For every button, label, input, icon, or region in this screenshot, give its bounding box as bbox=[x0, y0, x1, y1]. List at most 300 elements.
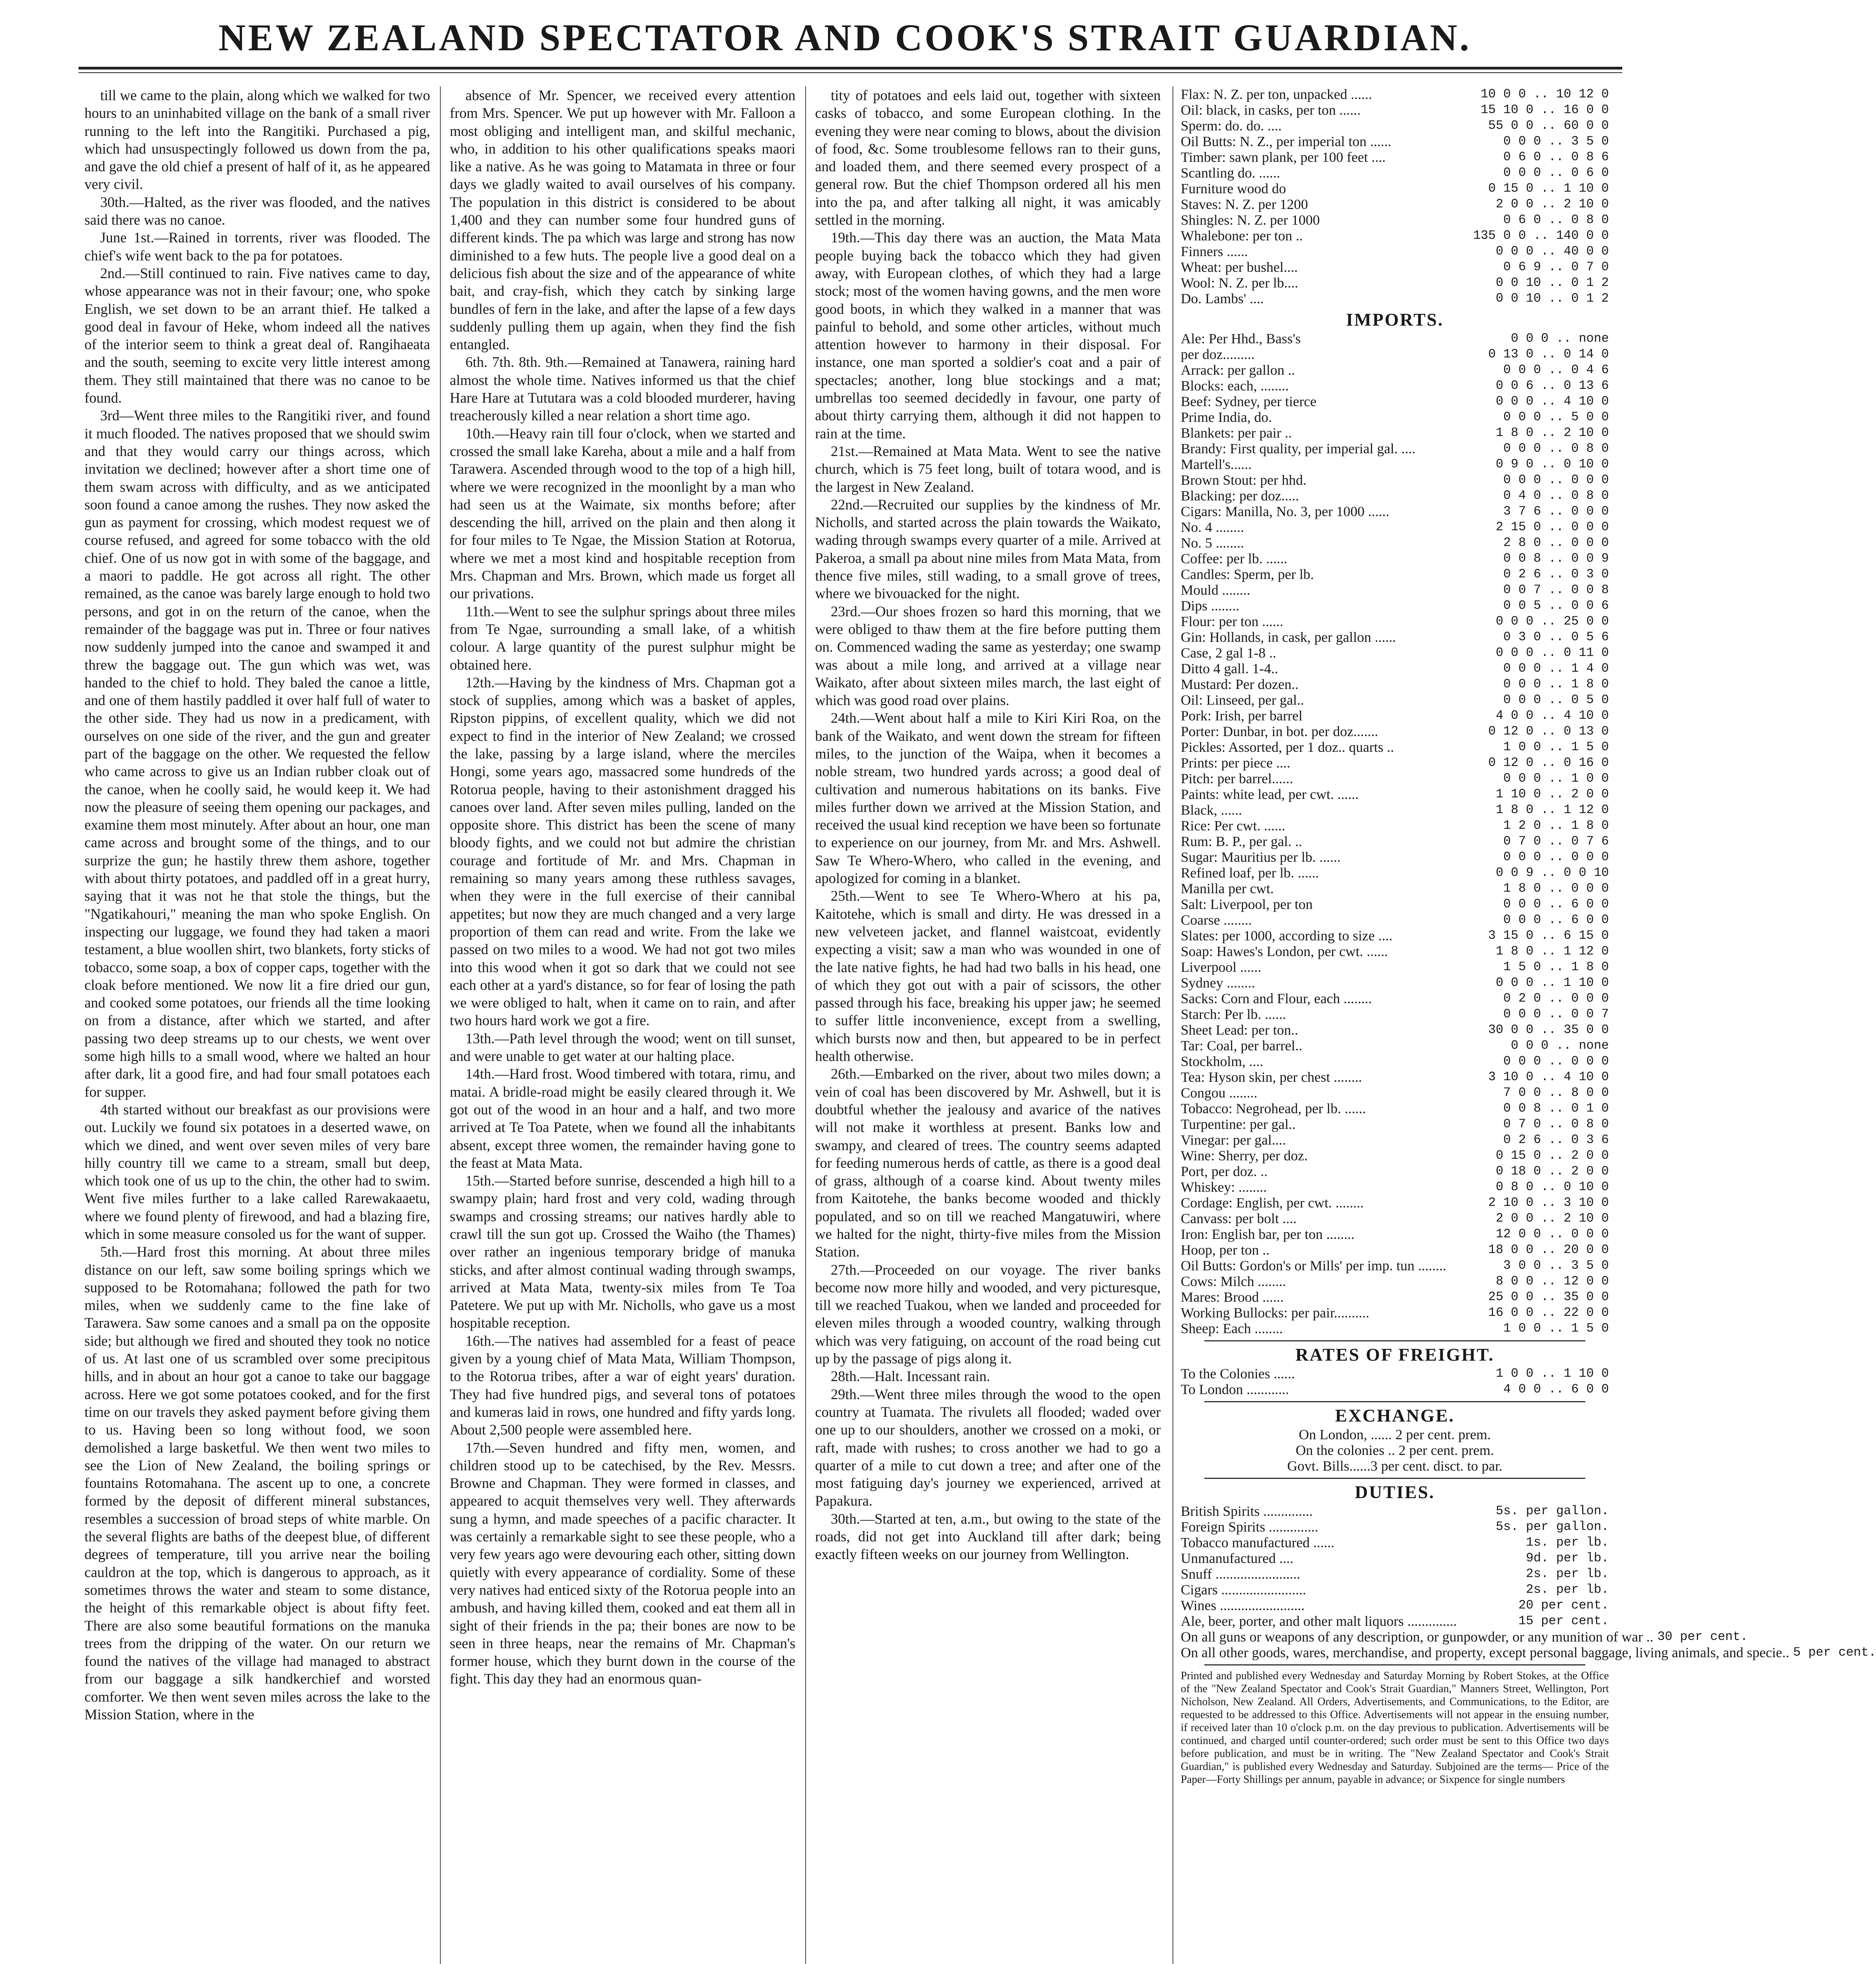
article-paragraph: 25th.—Went to see Te Whero-Whero at his pa, Kaitotehe, which is small and dirty. He was dressed in a new velveteen jacket, and flannel waistcoat, evidently expecting a visit; saw a man who was wounded in one of the late native fights, he had had two balls in his head, one of which they got out with a pair of scissors, the other passed through his face, breaking his upper jaw; he seemed to suffer little inconvenience, except from a swelling, which bursts now and then, but appeared to be in perfect health otherwise. bbox=[815, 888, 1161, 1064]
price-row bbox=[1181, 331, 1609, 346]
price-value: 15 10 0 .. 16 0 0 bbox=[1480, 103, 1609, 117]
price-value: 0 2 0 .. 0 0 0 bbox=[1503, 991, 1609, 1006]
price-value: 0 0 0 .. 6 0 0 bbox=[1503, 912, 1609, 927]
price-item: British Spirits .............. bbox=[1181, 1503, 1313, 1519]
price-row bbox=[1181, 551, 1609, 566]
price-value: 0 0 7 .. 0 0 8 bbox=[1503, 583, 1609, 597]
price-value: 8 0 0 .. 12 0 0 bbox=[1495, 1274, 1609, 1288]
price-row bbox=[1181, 1242, 1609, 1258]
price-item: On all other goods, wares, merchandise, and property, except personal baggage, living animals, and specie.. bbox=[1181, 1645, 1790, 1660]
price-row bbox=[1181, 1179, 1609, 1195]
price-item: Blacking: per doz..... bbox=[1181, 488, 1299, 504]
price-value: 0 0 0 .. 0 5 0 bbox=[1503, 693, 1609, 707]
price-value: 30 0 0 .. 35 0 0 bbox=[1488, 1022, 1609, 1037]
price-row bbox=[1181, 708, 1609, 724]
price-item: Oil: Linseed, per gal.. bbox=[1181, 692, 1304, 708]
price-item: Paints: white lead, per cwt. ...... bbox=[1181, 786, 1359, 802]
price-item: Finners ...... bbox=[1181, 244, 1248, 259]
freight-list bbox=[1181, 1366, 1609, 1397]
price-value: 0 2 6 .. 0 3 6 bbox=[1503, 1132, 1609, 1147]
price-row bbox=[1181, 259, 1609, 275]
price-row bbox=[1181, 1069, 1609, 1085]
price-value: 0 6 0 .. 0 8 0 bbox=[1503, 213, 1609, 227]
price-row bbox=[1181, 1645, 1876, 1660]
price-item: Coffee: per lb. ...... bbox=[1181, 551, 1288, 566]
price-row bbox=[1181, 1226, 1609, 1242]
price-item: Flax: N. Z. per ton, unpacked ...... bbox=[1181, 86, 1372, 102]
price-value: 10 0 0 .. 10 12 0 bbox=[1480, 87, 1609, 101]
price-value: 0 0 9 .. 0 0 10 bbox=[1495, 865, 1609, 880]
price-row bbox=[1181, 1038, 1609, 1053]
price-value: 5s. per gallon. bbox=[1495, 1504, 1609, 1518]
price-value: 1 2 0 .. 1 8 0 bbox=[1503, 818, 1609, 833]
price-row bbox=[1181, 1195, 1609, 1211]
price-row bbox=[1181, 959, 1609, 975]
price-row bbox=[1181, 896, 1609, 912]
price-value: 0 0 0 .. 0 0 0 bbox=[1503, 473, 1609, 487]
price-value: 16 0 0 .. 22 0 0 bbox=[1488, 1305, 1609, 1320]
article-paragraph: 29th.—Went three miles through the wood to the open country at Tuamata. The rivulets all flooded; waded over one up to our shoulders, another we crossed on a moki, or raft, made with rushes; to cross another we had to go a quarter of a mile to cut down a tree; and after one of the most fatiguing day's journey we experienced, arrived at Papakura. bbox=[815, 1386, 1161, 1509]
price-row bbox=[1181, 928, 1609, 944]
masthead-rule-thin bbox=[79, 72, 1622, 73]
article-paragraph: 24th.—Went about half a mile to Kiri Kiri Roa, on the bank of the Waikato, and went down the stream for fifteen miles, to the junction of the Waipa, when it becomes a noble stream, two hundred yards across; a good deal of cultivation and numerous habitations on its banks. Five miles further down we arrived at the Mission Station, and received the usual kind reception we have been so fortunate to experience on our journey, from Mr. and Mrs. Ashwell. Saw Te Whero-Whero, who called in the evening, and apologized for coming in a blanket. bbox=[815, 710, 1161, 887]
duties-heading: DUTIES. bbox=[1355, 1482, 1435, 1502]
price-row bbox=[1181, 456, 1609, 472]
price-row bbox=[1181, 944, 1609, 959]
price-item: Prints: per piece .... bbox=[1181, 755, 1290, 771]
price-value: 0 0 0 .. 0 6 0 bbox=[1503, 165, 1609, 180]
price-row bbox=[1181, 629, 1609, 645]
price-row bbox=[1181, 881, 1609, 896]
price-row bbox=[1181, 488, 1609, 504]
price-value: 15 per cent. bbox=[1518, 1614, 1609, 1628]
price-item: Blocks: each, ........ bbox=[1181, 378, 1289, 394]
price-value: 0 0 0 .. 1 8 0 bbox=[1503, 677, 1609, 691]
price-value: 1 8 0 .. 0 0 0 bbox=[1503, 881, 1609, 896]
price-item: Mould ........ bbox=[1181, 582, 1251, 598]
price-item: Pitch: per barrel...... bbox=[1181, 771, 1293, 786]
price-row bbox=[1181, 818, 1609, 834]
section-rule bbox=[1204, 1401, 1585, 1402]
price-item: Soap: Hawes's London, per cwt. ...... bbox=[1181, 944, 1388, 959]
price-item: Tobacco: Negrohead, per lb. ...... bbox=[1181, 1101, 1366, 1116]
price-item: Mares: Brood ...... bbox=[1181, 1289, 1284, 1305]
price-item: Rum: B. P., per gal. .. bbox=[1181, 834, 1303, 849]
price-row bbox=[1181, 165, 1609, 181]
price-row bbox=[1181, 834, 1609, 849]
column-divider bbox=[440, 86, 441, 1964]
price-value: 18 0 0 .. 20 0 0 bbox=[1488, 1242, 1609, 1257]
price-row bbox=[1181, 378, 1609, 394]
exchange-list bbox=[1181, 1427, 1609, 1474]
price-item: Sheep: Each ........ bbox=[1181, 1321, 1283, 1336]
price-value: 0 15 0 .. 2 0 0 bbox=[1495, 1148, 1609, 1163]
price-value: 0 0 8 .. 0 0 9 bbox=[1503, 551, 1609, 566]
price-value: 4 0 0 .. 4 10 0 bbox=[1495, 708, 1609, 723]
price-value: 0 0 0 .. 5 0 0 bbox=[1503, 410, 1609, 424]
price-item: Shingles: N. Z. per 1000 bbox=[1181, 212, 1320, 228]
price-row bbox=[1181, 692, 1609, 708]
article-paragraph: 16th.—The natives had assembled for a feast of peace given by a young chief of Mata Mata, William Thompson, to the Rotorua tribes, after a war of eight years' duration. They had five hundred pigs, and several tons of potatoes and kumeras laid in rows, one hundred and fifty yards long. About 2,500 people were assembled here. bbox=[450, 1332, 795, 1438]
price-item: Cordage: English, per cwt. ........ bbox=[1181, 1195, 1364, 1211]
price-item: Working Bullocks: per pair.......... bbox=[1181, 1305, 1370, 1321]
price-value: 0 13 0 .. 0 14 0 bbox=[1488, 347, 1609, 361]
price-value: 3 10 0 .. 4 10 0 bbox=[1488, 1070, 1609, 1084]
price-value: 0 6 9 .. 0 7 0 bbox=[1503, 260, 1609, 274]
price-item: Staves: N. Z. per 1200 bbox=[1181, 196, 1308, 212]
price-value: 1 0 0 .. 1 5 0 bbox=[1503, 1321, 1609, 1336]
price-value: 0 0 0 .. 0 0 0 bbox=[1503, 1054, 1609, 1068]
article-paragraph: tity of potatoes and eels laid out, together with sixteen casks of tobacco, and some European clothing. In the evening they were near coming to blows, about the division of food, &c. Some troublesome fellows ran to their guns, and loaded them, and there seemed every prospect of a general row. But the chief Thompson ordered all his men into the pa, and after talking all night, it was amicably settled in the morning. bbox=[815, 87, 1161, 228]
price-item: Prime India, do. bbox=[1181, 409, 1272, 425]
price-value: 1 10 0 .. 2 0 0 bbox=[1495, 787, 1609, 801]
price-item: Canvass: per bolt .... bbox=[1181, 1211, 1297, 1226]
price-item: Scantling do. ...... bbox=[1181, 165, 1280, 181]
price-item: Pork: Irish, per barrel bbox=[1181, 708, 1303, 724]
price-value: 1 0 0 .. 1 5 0 bbox=[1503, 740, 1609, 754]
article-paragraph: 30th.—Halted, as the river was flooded, and the natives said there was no canoe. bbox=[84, 194, 430, 228]
price-value: 12 0 0 .. 0 0 0 bbox=[1495, 1227, 1609, 1241]
price-item: Iron: English bar, per ton ........ bbox=[1181, 1226, 1355, 1242]
price-row bbox=[1181, 1550, 1609, 1566]
price-row bbox=[1181, 1022, 1609, 1038]
price-item: Beef: Sydney, per tierce bbox=[1181, 394, 1317, 409]
price-item: Liverpool ...... bbox=[1181, 959, 1261, 975]
price-row bbox=[1181, 598, 1609, 614]
price-item: Sydney ........ bbox=[1181, 975, 1255, 991]
price-item: Port, per doz. .. bbox=[1181, 1163, 1268, 1179]
price-row bbox=[1181, 1366, 1609, 1381]
price-item: Oil: black, in casks, per ton ...... bbox=[1181, 102, 1361, 118]
price-item: Wine: Sherry, per doz. bbox=[1181, 1148, 1308, 1163]
price-item: Unmanufactured .... bbox=[1181, 1550, 1293, 1566]
price-item: To the Colonies ...... bbox=[1181, 1366, 1295, 1381]
price-item: No. 5 ........ bbox=[1181, 535, 1244, 551]
price-value: 1s. per lb. bbox=[1526, 1535, 1609, 1550]
price-value: 2 10 0 .. 3 10 0 bbox=[1488, 1195, 1609, 1210]
price-item: Candles: Sperm, per lb. bbox=[1181, 566, 1314, 582]
price-item: Arrack: per gallon .. bbox=[1181, 362, 1295, 378]
price-row bbox=[1181, 661, 1609, 676]
price-value: 0 7 0 .. 0 8 0 bbox=[1503, 1117, 1609, 1131]
price-value: 0 0 0 .. 6 0 0 bbox=[1503, 897, 1609, 911]
price-item: Starch: Per lb. ...... bbox=[1181, 1006, 1286, 1022]
price-value: 0 0 0 .. 25 0 0 bbox=[1495, 614, 1609, 628]
price-row bbox=[1181, 134, 1609, 149]
price-item: Brandy: First quality, per imperial gal. .... bbox=[1181, 441, 1416, 456]
price-value: 2 0 0 .. 2 10 0 bbox=[1495, 1211, 1609, 1226]
price-value: 0 0 0 .. 3 5 0 bbox=[1503, 134, 1609, 148]
price-row bbox=[1181, 86, 1609, 102]
price-value: 0 0 0 .. none bbox=[1511, 1038, 1609, 1053]
price-value: 0 0 0 .. none bbox=[1511, 331, 1609, 346]
price-row bbox=[1181, 1613, 1609, 1629]
price-value: 0 0 8 .. 0 1 0 bbox=[1503, 1101, 1609, 1116]
price-row bbox=[1181, 228, 1609, 244]
price-value: 0 4 0 .. 0 8 0 bbox=[1503, 488, 1609, 503]
exchange-heading: EXCHANGE. bbox=[1335, 1405, 1455, 1425]
imprint: Printed and published every Wednesday and Saturday Morning by Robert Stokes, at the Office of the "New Zealand Spectator and Cook's Strait Guardian," Manners Street, Wellington, Port Nicholson, New Zealand. All Orders, Advertisements, and Communications, to the Editor, are requested to be addressed to this Office. Advertisements will not appear in the ensuing number, if received later than 10 o'clock p.m. on the day previous to publication. Advertisements will be continued, and charged until counter-ordered; such order must be sent to this Office two days before publication, and must be in writing. The "New Zealand Spectator and Cook's Strait Guardian," is published every Wednesday and Saturday. Subjoined are the terms— Price of the Paper—Forty Shillings per annum, payable in advance; or Sixpence for single numbers bbox=[1181, 1670, 1609, 1786]
price-value: 2 0 0 .. 2 10 0 bbox=[1495, 197, 1609, 211]
price-item: Ale: Per Hhd., Bass's bbox=[1181, 331, 1301, 346]
imports-heading: IMPORTS. bbox=[1346, 310, 1444, 330]
price-item: Flour: per ton ...... bbox=[1181, 614, 1283, 629]
price-item: Timber: sawn plank, per 100 feet .... bbox=[1181, 149, 1386, 165]
price-item: Blankets: per pair .. bbox=[1181, 425, 1292, 441]
price-item: Whalebone: per ton .. bbox=[1181, 228, 1303, 244]
price-row bbox=[1181, 535, 1609, 551]
price-row bbox=[1181, 1582, 1609, 1598]
article-paragraph: 14th.—Hard frost. Wood timbered with totara, rimu, and matai. A bridle-road might be easily cleared through it. We got out of the wood in an hour and a half, and two more arrived at Te Toa Patete, when we found all the inhabitants absent, except three women, the remainder having gone to the feast at Mata Mata. bbox=[450, 1066, 795, 1171]
price-item: Tar: Coal, per barrel.. bbox=[1181, 1038, 1303, 1053]
price-value: 1 8 0 .. 1 12 0 bbox=[1495, 802, 1609, 817]
price-row bbox=[1181, 181, 1609, 196]
price-row bbox=[1181, 1273, 1609, 1289]
price-value: 20 per cent. bbox=[1518, 1598, 1609, 1612]
exchange-line: Govt. Bills......3 per cent. disct. to par. bbox=[1287, 1458, 1502, 1474]
price-item: Wheat: per bushel.... bbox=[1181, 259, 1298, 275]
price-value: 1 0 0 .. 1 10 0 bbox=[1495, 1366, 1609, 1381]
article-column-3 bbox=[815, 86, 1161, 1964]
article-paragraph: 4th started without our breakfast as our provisions were out. Luckily we found six potatoes in a deserted wawe, on which we dined, and went over seven miles of very bare hilly country till we came to a stream, small but deep, which took one of us up to the chin, the other had to swim. Went five miles further to a lake called Rarewakaaetu, where we found plenty of firewood, and had a blazing fire, which in some measure consoled us for the want of supper. bbox=[84, 1101, 430, 1242]
price-item: Stockholm, .... bbox=[1181, 1053, 1264, 1069]
price-row bbox=[1181, 118, 1609, 134]
price-row bbox=[1181, 346, 1609, 362]
price-item: Ale, beer, porter, and other malt liquors .............. bbox=[1181, 1613, 1457, 1629]
section-rule bbox=[1204, 1340, 1585, 1341]
price-row bbox=[1181, 582, 1609, 598]
price-item: Coarse ........ bbox=[1181, 912, 1252, 928]
section-rule bbox=[1204, 1664, 1585, 1665]
price-value: 5 per cent. bbox=[1793, 1645, 1876, 1660]
price-row bbox=[1181, 1519, 1609, 1535]
price-item: Sperm: do. do. .... bbox=[1181, 118, 1282, 134]
price-item: Cigars: Manilla, No. 3, per 1000 ...... bbox=[1181, 504, 1389, 519]
price-value: 0 0 0 .. 1 4 0 bbox=[1503, 661, 1609, 676]
price-row bbox=[1181, 1598, 1609, 1613]
price-item: Salt: Liverpool, per ton bbox=[1181, 896, 1313, 912]
price-item: Do. Lambs' .... bbox=[1181, 291, 1264, 306]
price-row bbox=[1181, 1085, 1609, 1101]
price-item: On all guns or weapons of any description, or gunpowder, or any munition of war .. bbox=[1181, 1629, 1654, 1645]
price-item: Whiskey: ........ bbox=[1181, 1179, 1267, 1195]
price-row bbox=[1181, 645, 1609, 661]
price-row bbox=[1181, 244, 1609, 259]
price-item: Porter: Dunbar, in bot. per doz....... bbox=[1181, 724, 1378, 739]
price-row bbox=[1181, 1053, 1609, 1069]
price-item: Congou ........ bbox=[1181, 1085, 1258, 1101]
price-row bbox=[1181, 102, 1609, 118]
article-paragraph: 5th.—Hard frost this morning. At about three miles distance on our left, saw some boiling springs which we supposed to be Rotomahana; followed the path for two miles, when we suddenly came to the fine lake of Tarawera. Saw some canoes and a small pa on the opposite side; but although we fired and shouted they took no notice of us. At last one of us scrambled over some precipitous hills, and in about an hour got a canoe to take our baggage across. Here we got some potatoes cooked, and for the first time on our travels they asked payment before giving them to us. Having been so long without food, we soon demolished a large basketful. We then went two miles to see the Lion of New Zealand, the boiling springs or fountains Rotomahana. The ascent up to one, a concrete formed by the deposit of different mineral substances, resembles a succession of broad steps of white marble. On the several flights are baths of the deepest blue, of different degrees of temperature, till you arrive near the boiling cauldron at the top, which is dangerous to approach, as it sometimes throws the water and steam to some distance, the height of this remarkable object is about fifty feet. There are also some beautiful formations on the manuka trees from the dripping of the water. On our return we found the natives of the village had managed to abstract from our baggage a silk handkerchief and worsted comforter. We then went seven miles across the lake to the Mission Station, where in the bbox=[84, 1244, 430, 1723]
price-value: 0 0 0 .. 1 0 0 bbox=[1503, 771, 1609, 786]
price-item: No. 4 ........ bbox=[1181, 519, 1244, 535]
price-row bbox=[1181, 975, 1609, 991]
price-row bbox=[1181, 1163, 1609, 1179]
article-paragraph: 15th.—Started before sunrise, descended a high hill to a swampy plain; hard frost and very cold, wading through swamps and crossing streams; our natives hardly able to crawl till the sun got up. Crossed the Waiho (the Thames) over rather an ingenious temporary bridge of manuka sticks, and after almost continual wading through swamps, arrived at Mata Mata, twenty-six miles from Te Toa Patetere. We put up with Mr. Nicholls, who gave us a most hospitable reception. bbox=[450, 1173, 795, 1331]
price-value: 0 2 6 .. 0 3 0 bbox=[1503, 567, 1609, 581]
article-paragraph: 3rd—Went three miles to the Rangitiki river, and found it much flooded. The natives proposed that we should swim and that they would carry our things across, which invitation we declined; however after a short time one of them swam across with difficulty, and as we anticipated soon found a canoe among the rushes. They now asked the gun as payment for crossing, which modest request we of course refused, and agreed for some tobacco with the old chief. One of us now got in with some of the baggage, and a maori to paddle. He got across all right. The other remained, as the canoe was barely large enough to hold two persons, and got in on the return of the canoe, when the remainder of the baggage was put in. Three or four natives now suddenly jumped into the canoe and swamped it and threw the baggage out. The gun which was wet, was handed to the chief to hold. They baled the canoe a little, and one of them hastily paddled it over half full of water to the other side. They had us now in a predicament, with ourselves on one side of the river, and the gun and greater part of the baggage on the other. We requested the fellow who came across to give us an Indian rubber cloak out of the canoe, when he coolly said, he would keep it. We had now the pleasure of seeing them opening our packages, and examine them most minutely. After about an hour, one man came across and brought some of the things, and to our surprize the gun; he hastily threw them ashore, together with about thirty potatoes, and paddled off in a great hurry, saying that it was not he that stole the things, but the "Ngatikahouri," meaning the man who spoke English. On inspecting our luggage, we found they had taken a maori testament, a blue woollen shirt, two blankets, forty sticks of tobacco, some soap, a box of copper caps, together with the cloak before mentioned. We now lit a fire dried our gun, and cooked some potatoes, our friends all the time looking on from a distance, after which we started, and after passing two deep streams up to our chests, we went over some high hills to a small wood, where we halted an hour after dark, lit a good fire, and had four small potatoes each for supper. bbox=[84, 407, 430, 1100]
article-paragraph: 22nd.—Recruited our supplies by the kindness of Mr. Nicholls, and started across the plain towards the Waikato, wading through swamps every quarter of a mile. Arrived at Pakeroa, a small pa about nine miles from Mata Mata, from thence five miles, still wading, to a small grove of trees, where we bivouacked for the night. bbox=[815, 496, 1161, 602]
price-value: 1 5 0 .. 1 8 0 bbox=[1503, 960, 1609, 974]
price-row bbox=[1181, 504, 1609, 519]
exports-continued-list bbox=[1181, 86, 1609, 306]
price-row bbox=[1181, 755, 1609, 771]
price-value: 0 0 0 .. 0 0 0 bbox=[1503, 850, 1609, 864]
article-paragraph: 30th.—Started at ten, a.m., but owing to the state of the roads, did not get into Auckland till after dark; being exactly fifteen weeks on our journey from Wellington. bbox=[815, 1510, 1161, 1563]
price-row bbox=[1181, 676, 1609, 692]
price-row bbox=[1181, 1381, 1609, 1397]
price-value: 0 0 0 .. 40 0 0 bbox=[1495, 244, 1609, 258]
article-paragraph: 26th.—Embarked on the river, about two miles down; a vein of coal has been discovered by Mr. Ashwell, but it is doubtful whether the jealousy and avarice of the natives will not make it worthless at present. Banks low and swampy, and cleared of trees. The country seems adapted for feeding numerous herds of cattle, as there is a good deal of grass, although of a coarse kind. About twenty miles from Kaitotehe, the banks become wooded and thickly populated, and so on till we reached Mangatuwiri, where we halted for the night, thirty-five miles from the Mission Station. bbox=[815, 1066, 1161, 1260]
price-value: 0 6 0 .. 0 8 6 bbox=[1503, 150, 1609, 164]
article-paragraph: 17th.—Seven hundred and fifty men, women, and children stood up to be catechised, by the Rev. Messrs. Browne and Chapman. They were formed in classes, and appeared to acquit themselves very well. They afterwards sung a hymn, and made speeches of a pacific character. It was certainly a remarkable sight to see these people, who a very few years ago were devouring each other, sitting down quietly with every appearance of cordiality. Some of these very natives had enticed sixty of the Rotorua people into an ambush, and having killed them, cooked and eat them all in sight of their friends in the pa; their bones are now to be seen in three heaps, near the remains of Mr. Chapman's former house, which they burnt down in the course of the fight. This day they had an enormous quan- bbox=[450, 1439, 795, 1687]
price-row bbox=[1181, 1116, 1609, 1132]
price-item: Sheet Lead: per ton.. bbox=[1181, 1022, 1298, 1038]
price-item: Slates: per 1000, according to size .... bbox=[1181, 928, 1392, 944]
price-item: Cows: Milch ........ bbox=[1181, 1273, 1286, 1289]
price-row bbox=[1181, 1101, 1609, 1116]
price-value: 7 0 0 .. 8 0 0 bbox=[1503, 1085, 1609, 1100]
price-value: 0 8 0 .. 0 10 0 bbox=[1495, 1180, 1609, 1194]
price-row bbox=[1181, 1148, 1609, 1163]
price-value: 0 12 0 .. 0 13 0 bbox=[1488, 724, 1609, 738]
column-divider bbox=[1172, 86, 1173, 1964]
article-paragraph: 21st.—Remained at Mata Mata. Went to see the native church, which is 75 feet long, built of totara wood, and is the largest in New Zealand. bbox=[815, 443, 1161, 495]
article-paragraph: 6th. 7th. 8th. 9th.—Remained at Tanawera, raining hard almost the whole time. Natives informed us that the chief Hare Hare at Tututara was a cold blooded murderer, having treacherously killed a near relation a short time ago. bbox=[450, 354, 795, 424]
article-paragraph: 23rd.—Our shoes frozen so hard this morning, that we were obliged to thaw them at the fire before putting them on. Commenced wading the same as yesterday; one swamp was about a mile long, and arrived at a village near Waikato, after about sixteen miles march, the last eight of which was good road over plains. bbox=[815, 603, 1161, 709]
price-item: Gin: Hollands, in cask, per gallon ...... bbox=[1181, 629, 1396, 645]
price-item: Pickles: Assorted, per 1 doz.. quarts .. bbox=[1181, 739, 1394, 755]
price-row bbox=[1181, 724, 1609, 739]
price-value: 2 15 0 .. 0 0 0 bbox=[1495, 520, 1609, 534]
price-row bbox=[1181, 362, 1609, 378]
exchange-line: On the colonies .. 2 per cent. prem. bbox=[1295, 1442, 1494, 1458]
price-value: 0 0 10 .. 0 1 2 bbox=[1495, 291, 1609, 306]
price-row bbox=[1181, 149, 1609, 165]
masthead: NEW ZEALAND SPECTATOR AND COOK'S STRAIT GUARDIAN. bbox=[218, 16, 1471, 59]
price-row bbox=[1181, 425, 1609, 441]
price-row bbox=[1181, 1258, 1609, 1273]
price-row bbox=[1181, 739, 1609, 755]
price-item: Foreign Spirits .............. bbox=[1181, 1519, 1319, 1535]
price-row bbox=[1181, 1629, 1748, 1645]
price-item: Vinegar: per gal.... bbox=[1181, 1132, 1286, 1148]
section-rule bbox=[1204, 1478, 1585, 1479]
price-item: To London ............ bbox=[1181, 1381, 1289, 1397]
price-value: 25 0 0 .. 35 0 0 bbox=[1488, 1290, 1609, 1304]
price-row bbox=[1181, 566, 1609, 582]
article-paragraph: 19th.—This day there was an auction, the Mata Mata people buying back the tobacco which they had given away, with European clothes, of which they had a large stock; most of the women having gowns, and the men wore good boots, in which they walked in a manner that was painful to behold, and some other articles, without much attention however to harmony in their disposal. For instance, one man sported a soldier's coat and a pair of spectacles; another, long blue stockings and a mat; umbrellas too seemed decidedly in favour, one party of about thirty carrying them, although it did not happen to rain at the time. bbox=[815, 229, 1161, 442]
price-value: 5s. per gallon. bbox=[1495, 1519, 1609, 1534]
price-value: 0 0 0 .. 1 10 0 bbox=[1495, 975, 1609, 990]
article-paragraph: 2nd.—Still continued to rain. Five natives came to day, whose appearance was not in their favour; one, who spoke English, we set down to be an arrant thief. He talked a good deal in favour of Heke, whom indeed all the natives of the interior seem to think a great deal of. Rangihaeata and the south, seeming to excite very little interest among them. They still maintained that there was no canoe to be found. bbox=[84, 265, 430, 406]
article-paragraph: absence of Mr. Spencer, we received every attention from Mrs. Spencer. We put up however with Mr. Falloon a most obliging and intelligent man, and skilful mechanic, who, in addition to his other qualifications speaks maori like a native. As he was going to Matamata in three or four days we gladly waited to avail ourselves of his company. The population in this district is considered to be about 1,400 and they can number some four hundred guns of different kinds. The pa which was large and strong has now diminished to a few huts. The people live a good deal on a delicious fish about the size and of the appearance of white bait, and cray-fish, which they catch by sinking large bundles of fern in the lake, and after the lapse of a few days suddenly pulling them up again, when they find the fish entangled. bbox=[450, 87, 795, 353]
price-row bbox=[1181, 802, 1609, 818]
article-column-2 bbox=[450, 86, 795, 1964]
price-row bbox=[1181, 786, 1609, 802]
price-row bbox=[1181, 409, 1609, 425]
price-value: 4 0 0 .. 6 0 0 bbox=[1503, 1382, 1609, 1396]
article-paragraph: June 1st.—Rained in torrents, river was flooded. The chief's wife went back to the pa for potatoes. bbox=[84, 229, 430, 264]
price-value: 0 7 0 .. 0 7 6 bbox=[1503, 834, 1609, 848]
price-row bbox=[1181, 1535, 1609, 1550]
price-value: 0 0 0 .. 0 0 7 bbox=[1503, 1007, 1609, 1021]
price-value: 0 3 0 .. 0 5 6 bbox=[1503, 630, 1609, 644]
price-value: 3 7 6 .. 0 0 0 bbox=[1503, 504, 1609, 518]
price-value: 0 18 0 .. 2 0 0 bbox=[1495, 1164, 1609, 1178]
freight-heading: RATES OF FREIGHT. bbox=[1295, 1345, 1495, 1365]
article-paragraph: 12th.—Having by the kindness of Mrs. Chapman got a stock of supplies, among which was a basket of apples, Ripston pippins, of excellent quality, which we did not expect to find in the interior of New Zealand; we crossed the lake, passing by a large island, where the merciles Hongi, some years ago, massacred some hundreds of the Rotorua people, having to their astonishment dragged his canoes over land. After seven miles pulling, landed on the opposite shore. This district has been the scene of many bloody fights, and we could not but admire the christian courage and fortitude of Mr. and Mrs. Chapman in remaining so many years among these ruthless savages, when they were in the full exercise of their cannibal appetites; but now they are much changed and a very large proportion of them can read and write. From the lake we passed on two miles to a wood. We had not got two miles into this wood when it got so dark that we could not see each other at a yard's distance, so for fear of losing the path we were obliged to halt, when it came on to rain, and after two hours hard work we got a fire. bbox=[450, 674, 795, 1029]
price-value: 2s. per lb. bbox=[1526, 1566, 1609, 1581]
price-item: Martell's...... bbox=[1181, 456, 1252, 472]
price-row bbox=[1181, 212, 1609, 228]
exchange-line: On London, ...... 2 per cent. prem. bbox=[1299, 1427, 1491, 1442]
price-value: 0 15 0 .. 1 10 0 bbox=[1488, 181, 1609, 196]
price-value: 1 8 0 .. 2 10 0 bbox=[1495, 425, 1609, 440]
price-row bbox=[1181, 1289, 1609, 1305]
price-item: Sacks: Corn and Flour, each ........ bbox=[1181, 991, 1372, 1006]
price-value: 9d. per lb. bbox=[1526, 1551, 1609, 1565]
article-paragraph: 13th.—Path level through the wood; went on till sunset, and were unable to get water at our halting place. bbox=[450, 1030, 795, 1064]
price-value: 0 9 0 .. 0 10 0 bbox=[1495, 457, 1609, 471]
price-value: 0 0 0 .. 0 11 0 bbox=[1495, 645, 1609, 660]
price-item: Wool: N. Z. per lb.... bbox=[1181, 275, 1299, 291]
price-value: 2 8 0 .. 0 0 0 bbox=[1503, 535, 1609, 550]
price-value: 0 0 0 .. 4 10 0 bbox=[1495, 394, 1609, 409]
price-value: 3 0 0 .. 3 5 0 bbox=[1503, 1258, 1609, 1273]
duties-list bbox=[1181, 1503, 1876, 1660]
article-paragraph: 28th.—Halt. Incessant rain. bbox=[831, 1368, 990, 1385]
article-paragraph: 10th.—Heavy rain till four o'clock, when we started and crossed the small lake Kareha, about a mile and a half from Tarawera. Ascended through wood to the top of a high hill, where we were recognized in the moonlight by a man who had seen us at the Waimate, six months before; after descending the hill, arrived on the plain and then along it for four miles to Te Ngae, the Mission Station at Rotorua, where we met a most kind and hospitable reception from Mrs. Chapman and Mrs. Brown, which made us forget all our privations. bbox=[450, 425, 795, 602]
price-item: per doz......... bbox=[1181, 346, 1255, 362]
price-row bbox=[1181, 1006, 1609, 1022]
price-row bbox=[1181, 196, 1609, 212]
price-row bbox=[1181, 472, 1609, 488]
price-item: Wines ........................ bbox=[1181, 1598, 1305, 1613]
price-item: Turpentine: per gal.. bbox=[1181, 1116, 1296, 1132]
price-row bbox=[1181, 865, 1609, 881]
price-item: Furniture wood do bbox=[1181, 181, 1286, 196]
price-item: Case, 2 gal 1-8 .. bbox=[1181, 645, 1276, 661]
price-row bbox=[1181, 291, 1609, 306]
price-value: 3 15 0 .. 6 15 0 bbox=[1488, 928, 1609, 943]
price-row bbox=[1181, 1503, 1609, 1519]
price-value: 2s. per lb. bbox=[1526, 1582, 1609, 1597]
market-prices-column bbox=[1181, 86, 1876, 1964]
price-item: Oil Butts: Gordon's or Mills' per imp. tun ........ bbox=[1181, 1258, 1446, 1273]
price-item: Mustard: Per dozen.. bbox=[1181, 676, 1299, 692]
masthead-rule bbox=[79, 67, 1622, 70]
price-row bbox=[1181, 519, 1609, 535]
price-value: 0 0 6 .. 0 13 6 bbox=[1495, 378, 1609, 393]
price-row bbox=[1181, 1305, 1609, 1321]
price-item: Rice: Per cwt. ...... bbox=[1181, 818, 1285, 834]
price-item: Black, ...... bbox=[1181, 802, 1242, 818]
price-value: 30 per cent. bbox=[1657, 1629, 1748, 1644]
price-item: Ditto 4 gall. 1-4.. bbox=[1181, 661, 1278, 676]
price-row bbox=[1181, 1321, 1609, 1336]
column-divider bbox=[805, 86, 806, 1964]
article-column-1 bbox=[84, 86, 430, 1964]
price-value: 1 8 0 .. 1 12 0 bbox=[1495, 944, 1609, 958]
price-item: Manilla per cwt. bbox=[1181, 881, 1274, 896]
price-value: 0 0 0 .. 0 4 6 bbox=[1503, 363, 1609, 377]
price-value: 0 0 10 .. 0 1 2 bbox=[1495, 275, 1609, 290]
price-value: 55 0 0 .. 60 0 0 bbox=[1488, 118, 1609, 133]
price-item: Dips ........ bbox=[1181, 598, 1240, 614]
price-item: Refined loaf, per lb. ...... bbox=[1181, 865, 1319, 881]
price-item: Tea: Hyson skin, per chest ........ bbox=[1181, 1069, 1362, 1085]
